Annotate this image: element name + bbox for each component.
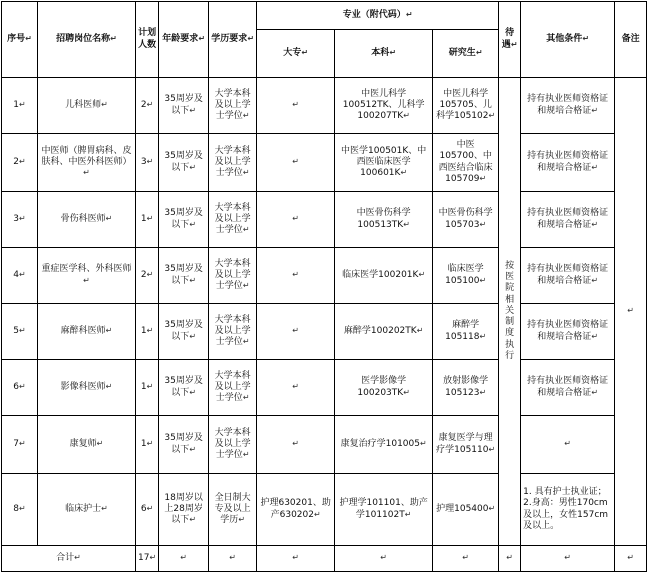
- cell-education: 大学本科及以上学士学位↵: [209, 304, 257, 360]
- table-row: [2, 474, 647, 546]
- total-label: 合计↵: [2, 546, 136, 572]
- cell-bachelor: 护理学101101、助产学101102T↵: [335, 474, 433, 546]
- table-row: [2, 248, 647, 304]
- cell-no: 5↵: [2, 304, 38, 360]
- total-empty: ↵: [433, 546, 499, 572]
- table-row: [2, 192, 647, 248]
- cell-no: 4↵: [2, 248, 38, 304]
- cell-count: 1↵: [136, 360, 159, 416]
- cell-position: 骨伤科医师↵: [38, 192, 136, 248]
- cell-position: 麻醉科医师↵: [38, 304, 136, 360]
- cell-age: 35周岁及以下↵: [159, 304, 209, 360]
- header-treatment: 待遇↵: [499, 2, 521, 78]
- cell-master: 放射影像学105123↵: [433, 360, 499, 416]
- cell-master: 麻醉学105118↵: [433, 304, 499, 360]
- total-row: [2, 546, 647, 572]
- cell-position: 影像科医师↵: [38, 360, 136, 416]
- cell-remark: ↵: [615, 78, 647, 546]
- cell-count: 2↵: [136, 78, 159, 134]
- cell-other: 1. 具有护士执业证；2.身高：男性170cm及以上，女性157cm及以上。: [521, 474, 615, 546]
- total-empty: ↵: [615, 546, 647, 572]
- total-empty: ↵: [159, 546, 209, 572]
- cell-count: 1↵: [136, 304, 159, 360]
- cell-bachelor: 临床医学100201K↵: [335, 248, 433, 304]
- cell-bachelor: 中医学100501K、中西医临床医学100601K↵: [335, 134, 433, 192]
- total-empty: ↵: [521, 546, 615, 572]
- cell-master: 中医105700、中西医结合临床105709↵: [433, 134, 499, 192]
- cell-count: 2↵: [136, 248, 159, 304]
- header-age: 年龄要求↵: [159, 2, 209, 78]
- table-row: [2, 360, 647, 416]
- cell-count: 3↵: [136, 134, 159, 192]
- total-empty: ↵: [257, 546, 335, 572]
- header-major: 专业（附代码）↵: [257, 2, 499, 30]
- cell-bachelor: 康复治疗学101005↵: [335, 416, 433, 474]
- cell-other: 持有执业医师资格证和规培合格证↵: [521, 78, 615, 134]
- total-empty: ↵: [335, 546, 433, 572]
- cell-other: 持有执业医师资格证和规培合格证↵: [521, 248, 615, 304]
- cell-position: 重症医学科、外科医师↵: [38, 248, 136, 304]
- cell-master: 中医儿科学105705、儿科学105102↵: [433, 78, 499, 134]
- cell-other: 持有执业医师资格证和规培合格证↵: [521, 192, 615, 248]
- cell-age: 35周岁及以下↵: [159, 192, 209, 248]
- cell-no: 1↵: [2, 78, 38, 134]
- header-major-bachelor: 本科↵: [335, 30, 433, 78]
- cell-master: 康复医学与理疗学105110↵: [433, 416, 499, 474]
- header-major-master: 研究生↵: [433, 30, 499, 78]
- recruitment-table: [1, 1, 647, 572]
- cell-education: 大学本科及以上学士学位↵: [209, 134, 257, 192]
- cell-no: 7↵: [2, 416, 38, 474]
- cell-bachelor: 中医儿科学100512TK、儿科学100207TK↵: [335, 78, 433, 134]
- cell-college: ↵: [257, 78, 335, 134]
- header-remark: 备注: [615, 2, 647, 78]
- cell-college: ↵: [257, 304, 335, 360]
- cell-no: 2↵: [2, 134, 38, 192]
- cell-education: 大学本科及以上学士学位↵: [209, 192, 257, 248]
- cell-education: 全日制大专及以上学历↵: [209, 474, 257, 546]
- cell-other: 持有执业医师资格证和规培合格证↵: [521, 304, 615, 360]
- total-count: 17↵: [136, 546, 159, 572]
- cell-no: 6↵: [2, 360, 38, 416]
- header-seq: 序号↵: [2, 2, 38, 78]
- cell-count: 6↵: [136, 474, 159, 546]
- cell-other: ↵: [521, 416, 615, 474]
- cell-college: ↵: [257, 248, 335, 304]
- table-row: [2, 416, 647, 474]
- cell-college: ↵: [257, 192, 335, 248]
- cell-count: 1↵: [136, 192, 159, 248]
- cell-master: 护理105400↵: [433, 474, 499, 546]
- cell-position: 临床护士↵: [38, 474, 136, 546]
- cell-position: 中医师（脾胃病科、皮肤科、中医外科医师）↵: [38, 134, 136, 192]
- header-education: 学历要求↵: [209, 2, 257, 78]
- header-plan: 计划人数: [136, 2, 159, 78]
- cell-other: 持有执业医师资格证和规培合格证↵: [521, 360, 615, 416]
- cell-count: 1↵: [136, 416, 159, 474]
- cell-age: 35周岁及以下↵: [159, 78, 209, 134]
- cell-master: 临床医学105100↵: [433, 248, 499, 304]
- cell-treatment: 按医院相关制度执行: [499, 78, 521, 546]
- cell-position: 康复师↵: [38, 416, 136, 474]
- header-other: 其他条件↵: [521, 2, 615, 78]
- cell-age: 35周岁及以下↵: [159, 134, 209, 192]
- header-major-college: 大专↵: [257, 30, 335, 78]
- header-position: 招聘岗位名称↵: [38, 2, 136, 78]
- table-row: [2, 78, 647, 134]
- cell-age: 35周岁及以下↵: [159, 248, 209, 304]
- cell-college: ↵: [257, 416, 335, 474]
- total-empty: ↵: [499, 546, 521, 572]
- cell-education: 大学本科及以上学士学位↵: [209, 78, 257, 134]
- cell-age: 35周岁及以下↵: [159, 360, 209, 416]
- cell-no: 8↵: [2, 474, 38, 546]
- cell-no: 3↵: [2, 192, 38, 248]
- cell-age: 35周岁及以下↵: [159, 416, 209, 474]
- cell-bachelor: 中医骨伤科学100513TK↵: [335, 192, 433, 248]
- table-row: [2, 134, 647, 192]
- cell-master: 中医骨伤科学105703↵: [433, 192, 499, 248]
- cell-bachelor: 医学影像学100203TK↵: [335, 360, 433, 416]
- cell-education: 大学本科及以上学士学位↵: [209, 360, 257, 416]
- cell-age: 18周岁以上28周岁以下↵: [159, 474, 209, 546]
- cell-college: ↵: [257, 360, 335, 416]
- cell-bachelor: 麻醉学100202TK↵: [335, 304, 433, 360]
- cell-other: 持有执业医师资格证和规培合格证↵: [521, 134, 615, 192]
- cell-college: 护理630201、助产630202↵: [257, 474, 335, 546]
- cell-college: ↵: [257, 134, 335, 192]
- total-empty: ↵: [209, 546, 257, 572]
- cell-position: 儿科医师↵: [38, 78, 136, 134]
- cell-education: 大学本科及以上学士学位↵: [209, 248, 257, 304]
- cell-education: 大学本科及以上学士学位↵: [209, 416, 257, 474]
- table-row: [2, 304, 647, 360]
